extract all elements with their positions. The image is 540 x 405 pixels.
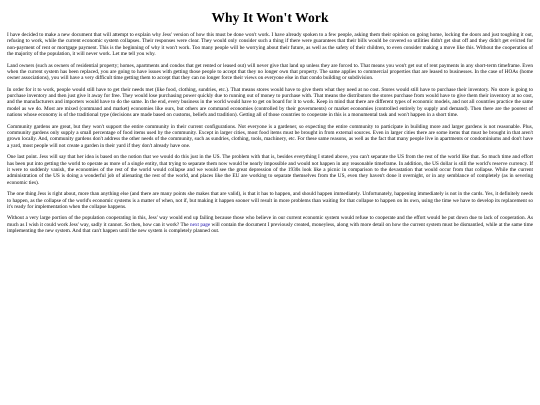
paragraph-community-gardens: Community gardens are great, but they won't support the entire community in their current configurations. Not everyone is a gardener, so expecting the entire community to participate in building more and larger gardens is not reasonable. Plus, community gardens only supply a small percentage of food items used by the community. Except in larger cities, most food items must be brought in from external sources. Even in larger cities there are some items that must be brought in that aren't grown locally. And, community gardens don't address the other needs of the community, such as sundries, clothing, tools, machinery, etc. For these same reasons, as well as the fact that many people live in apartments or condominiums and don't have a yard, most people will not create a garden in their yard if they don't already have one. (7, 123, 533, 149)
paragraph-stores: In order for it to work, people would still have to get their needs met (like food, clothing, sundries, etc.). That means stores would have to give them what they need at no cost. Stores would still have to purchase their inventory. No store is going to purchase inventory and then just give it away for free. They would lose purchasing power quickly due to running out of money to purchase with. That means the distributors the stores purchase from would have to give them their inventory at no cost, and the manufacturers and importers would have to do the same. In the end, every business in the world would have to get on board for it to work. Keep in mind that there are different types of economic models, and not all countries practice the same model as we do. Most are mixed (command and market) economies like ours, but others are command economies (controlled by their governments) or market economies (controlled entirely by supply and demand). Then there are the poorest of nations whose economy is of the traditional type (decisions are made based on customs, beliefs and tradition). Getting all of those countries to cooperate in this is a monumental task and won't happen in a short time. (7, 86, 533, 119)
page-title: Why It Won't Work (211, 10, 329, 25)
paragraph-land-owners: Land owners (such as owners of residential property; homes, apartments and condos that get rented or leased out) will never give that land up unless they are forced to. That means you won't get out of rent payments in any short-term timeframe. Even when the current system has been replaced, you are going to have issues with getting those people to accept that they no longer own that property. The same applies to commercial properties that are leased to businesses. In the case of HOAs (home owner associations), you will have a very difficult time getting them to accept that they can no longer force their views on everyone else in that condo building or subdivision. (7, 62, 533, 82)
conclusion-text-before: Without a very large portion of the population cooperating in this, Jess' way would end up failing because those who believe in our current economic system would refuse to cooperate and the effort would be put down due to lack of cooperation. As much as I wish it could work Jess' way, sadly it cannot. So then, how can it work? The (7, 215, 533, 228)
conclusion-text-after: will contain the document I previously created, moneyless, along with more detail on how the current system must be dismantled, while at the same time implementing the new system. And that can't happen until the new system is completely planned out. (7, 221, 533, 235)
paragraph-intro: I have decided to make a new document that will attempt to explain why Jess' version of how this must be done won't work. I have already spoken to a few people, asking them their opinion on going home, locking the doors and just toughing it out, refusing to work, while the current economic system collapses. Their responses were clear. They would only consider such a thing if there were guarantees that their bills would be covered so utilities didn't get shut off and they didn't get evicted for non-payment of rent or mortgage payment. This is the beginning of why it won't work. Too many people will be worrying about their future, as well as the safety of their children, to even consider making a move like this. Without the cooperation of the majority of the population, it will never work. Let me tell you why. (7, 32, 533, 58)
paragraph-timing: The one thing Jess is right about, more than anything else (and there are many points she makes that are valid), is that it has to happen, and should happen immediately. Unfortunately, happening immediately is not in the cards. Yes, it definitely needs to happen, as the collapse of the world's economic systems is a matter of when, not if, but making it happen sooner will result in more problems than waiting for that collapse to happen on its own, using the time we have to develop its replacement so it's ready for implementation when the collapse happens. (7, 191, 533, 210)
paragraph-us-separation: One last point. Jess will say that her idea is based on the notion that we would do this just in the US. The problem with that is, besides everything I stated above, you can't separate the US from the rest of the world like that. So much time and effort has been put into getting the world to operate as more of a single entity, that trying to separate them now would be nearly impossible and would not happen in any reasonable timeframe. In addition, the US dollar is still the world's reserve currency. If it were to suddenly vanish, the economies of the rest of the world would collapse and we would see the great depression of the 1930s look like a picnic in comparison to the devastation that would occur from that collapse. While the current administration of the US is doing a wonderful job of alienating the rest of the world, and places like the EU are working to separate themselves from the US, even they haven't done it overnight, or in any semblance of completely (as in severing economic ties). (7, 154, 533, 186)
next-page-link[interactable]: next page (189, 221, 211, 228)
paragraph-conclusion (7, 215, 533, 234)
